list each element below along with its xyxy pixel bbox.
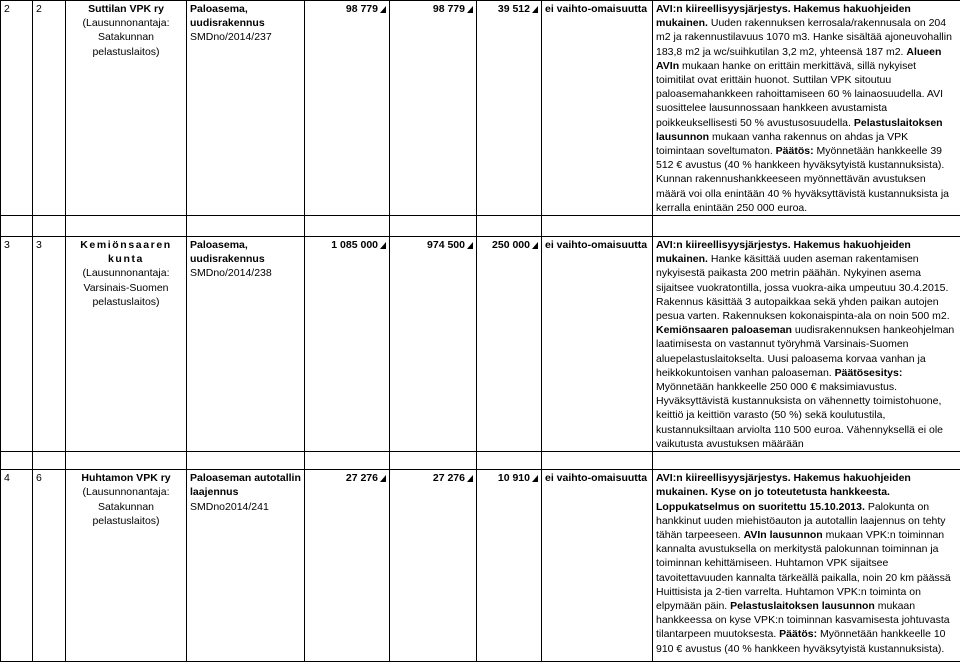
desc-part: Pelastuslaitoksen lausunnon bbox=[656, 117, 943, 143]
desc-part: Päätösesitys: bbox=[835, 367, 903, 379]
project-title: Paloasema, uudisrakennus bbox=[190, 238, 301, 266]
cost-accepted: 98 779 bbox=[433, 3, 465, 15]
row-number: 6 bbox=[33, 470, 66, 662]
cost-accepted-cell bbox=[390, 470, 477, 662]
euro-marker-icon bbox=[467, 242, 473, 249]
euro-marker-icon bbox=[467, 475, 473, 482]
desc-part: Päätös: bbox=[779, 628, 817, 640]
desc-part: Palokunta on hankkinut uuden miehistöauton ja autotallin laajennus on tehty tähän tarpeeseen. bbox=[656, 501, 946, 541]
euro-marker-icon bbox=[467, 6, 473, 13]
cost-accepted-cell bbox=[390, 237, 477, 452]
cost-accepted-cell bbox=[390, 1, 477, 216]
applicant-name: Suttilan VPK ry bbox=[69, 2, 183, 16]
description-cell bbox=[653, 237, 960, 452]
euro-marker-icon bbox=[532, 6, 538, 13]
row-separator bbox=[1, 452, 960, 470]
row-index: 4 bbox=[1, 470, 33, 662]
row-index: 3 bbox=[1, 237, 33, 452]
project-id: SMDno/2014/237 bbox=[190, 30, 301, 44]
applicant-cell bbox=[66, 237, 187, 452]
desc-part: mukaan VPK:n toiminnan kannalta avustuksella on merkitystä palokunnan toiminnan ja toiminnan kehittämiseen. Huhtamon VPK sijaitsee tavoitettavuuden kannalta tärkeällä paikalla, noin 20 km päässä Huittisista ja 2-tien varrelta. Huhtamon VPK:n toiminta on elpymään päin. bbox=[656, 529, 951, 612]
euro-marker-icon bbox=[532, 242, 538, 249]
euro-marker-icon bbox=[532, 475, 538, 482]
table-row bbox=[1, 1, 960, 216]
applicant-extra-3: pelastuslaitos) bbox=[69, 45, 183, 59]
project-title: Paloasema, uudisrakennus bbox=[190, 2, 301, 30]
desc-part: Hanke käsittää uuden aseman rakentamisen nykyisestä paikasta 200 metrin päähän. Nykyinen asema sijaitsee vuokratontilla, jossa vuokra-aika umpeutuu 30.4.2015. Rakennus käsittää 3 autopaikkaa sekä yhden paikan autojen pesua varten. Rakennuksen kokonaispinta-ala on noin 500 m2. bbox=[656, 253, 950, 322]
desc-part: Päätös: bbox=[776, 145, 814, 157]
grant: 39 512 bbox=[498, 3, 530, 15]
applicant-extra-2: Satakunnan bbox=[69, 500, 183, 514]
desc-part: uudisrakennuksen hankeohjelman laatimisesta on vastannut työryhmä Varsinais-Suomen aluepelastuslaitokselta. Uusi paloasema korvaa vanhan ja heikkokuntoisen vanhan paloaseman. bbox=[656, 324, 954, 379]
vat-status: ei vaihto-omaisuutta bbox=[542, 237, 653, 452]
applicant-extra-2: Satakunnan bbox=[69, 30, 183, 44]
cost-accepted: 27 276 bbox=[433, 472, 465, 484]
table-row bbox=[1, 470, 960, 662]
cost-accepted: 974 500 bbox=[427, 239, 465, 251]
row-index: 2 bbox=[1, 1, 33, 216]
vat-status: ei vaihto-omaisuutta bbox=[542, 1, 653, 216]
cost-total-cell bbox=[305, 1, 390, 216]
applicant-extra-2: Varsinais-Suomen bbox=[69, 281, 183, 295]
cost-total: 27 276 bbox=[346, 472, 378, 484]
project-id: SMDno/2014/238 bbox=[190, 266, 301, 280]
project-cell bbox=[187, 470, 305, 662]
grant: 10 910 bbox=[498, 472, 530, 484]
euro-marker-icon bbox=[380, 242, 386, 249]
project-id: SMDno2014/241 bbox=[190, 500, 301, 514]
project-title: Paloaseman autotallin laajennus bbox=[190, 471, 301, 499]
desc-part: mukaan hankkeessa on kyse VPK:n toiminnan kasvamisesta johtuvasta tilantarpeen muutoksesta. bbox=[656, 600, 950, 640]
desc-part: Uuden rakennuksen kerrosala/rakennusala on 204 m2 ja rakennustilavuus 1070 m3. Hanke sisältää ajoneuvohallin 183,8 m2 ja wc/suihkutilan 3,2 m2, yhteensä 187 m2. bbox=[656, 17, 952, 57]
vat-status: ei vaihto-omaisuutta bbox=[542, 470, 653, 662]
cost-total: 98 779 bbox=[346, 3, 378, 15]
desc-part: Pelastuslaitoksen lausunnon bbox=[730, 600, 875, 612]
applicant-extra-1: (Lausunnonantaja: bbox=[69, 16, 183, 30]
desc-part: AVI:n kiireellisyysjärjestys. Hakemus hakuohjeiden mukainen. bbox=[656, 3, 911, 29]
euro-marker-icon bbox=[380, 475, 386, 482]
grant: 250 000 bbox=[492, 239, 530, 251]
project-cell bbox=[187, 237, 305, 452]
row-number: 2 bbox=[33, 1, 66, 216]
applicant-extra-1: (Lausunnonantaja: bbox=[69, 266, 183, 280]
applicant-extra-3: pelastuslaitos) bbox=[69, 514, 183, 528]
desc-part: mukaan vanha rakennus on ahdas ja VPK toimintaan soveltumaton. bbox=[656, 131, 908, 157]
euro-marker-icon bbox=[380, 6, 386, 13]
applicant-cell bbox=[66, 470, 187, 662]
desc-part: mukaan hanke on erittäin merkittävä, sillä nykyiset toimitilat ovat erittäin huonot. Suttilan VPK sitoutuu paloasemahankkeen rahoittamiseen 60 % lainaosuudella. AVI suosittelee lausunnossaan hankkeen avustamista poikkeuksellisesti 50 % avustusosuudella. bbox=[656, 60, 943, 129]
grant-cell bbox=[477, 237, 542, 452]
desc-part: AVI:n kiireellisyysjärjestys. Hakemus hakuohjeiden mukainen. bbox=[656, 239, 911, 265]
desc-part: Myönnetään hankkeelle 39 512 € avustus (40 % hankkeen hyväksytyistä kustannuksista). Kunnan rakennushankkeeseen myönnettävän avustuksen määrä voi olla enintään 40 % hyväksyttävistä kustannuksista ja kerralla enintään 250 000 euroa. bbox=[656, 145, 949, 214]
row-separator bbox=[1, 216, 960, 237]
grant-cell bbox=[477, 470, 542, 662]
applicant-cell bbox=[66, 1, 187, 216]
cost-total-cell bbox=[305, 470, 390, 662]
description-cell bbox=[653, 470, 960, 662]
desc-part: Alueen AVIn bbox=[656, 46, 941, 72]
applicant-name: Kemiönsaaren kunta bbox=[69, 238, 183, 266]
cost-total-cell bbox=[305, 237, 390, 452]
desc-part: Kemiönsaaren paloaseman bbox=[656, 324, 792, 336]
desc-part: Myönnetään hankkeelle 10 910 € avustus (40 % hankkeen hyväksytyistä kustannuksista). bbox=[656, 628, 946, 654]
applicant-extra-3: pelastuslaitos) bbox=[69, 295, 183, 309]
desc-part: Myönnetään hankkeelle 250 000 € maksimiavustus. Hyväksyttävistä kustannuksista on vähennetty toimistohuone, keittiö ja keittiön varasto (50 %) sekä koulutustila, kustannuksiltaan arviolta 110 500 euroa. Vähennyksellä ei ole vaikutusta avustuksen määrään bbox=[656, 381, 943, 450]
applicant-name: Huhtamon VPK ry bbox=[69, 471, 183, 485]
applicant-extra-1: (Lausunnonantaja: bbox=[69, 485, 183, 499]
desc-part: AVI:n kiireellisyysjärjestys. Hakemus hakuohjeiden mukainen. Kyse on jo toteutetusta hankkeesta. Loppukatselmus on suoritettu 15.10.2013. bbox=[656, 472, 911, 512]
cost-total: 1 085 000 bbox=[331, 239, 378, 251]
row-number: 3 bbox=[33, 237, 66, 452]
description-cell bbox=[653, 1, 960, 216]
desc-part: AVIn lausunnon bbox=[744, 529, 823, 541]
grant-cell bbox=[477, 1, 542, 216]
table-row bbox=[1, 237, 960, 452]
project-cell bbox=[187, 1, 305, 216]
